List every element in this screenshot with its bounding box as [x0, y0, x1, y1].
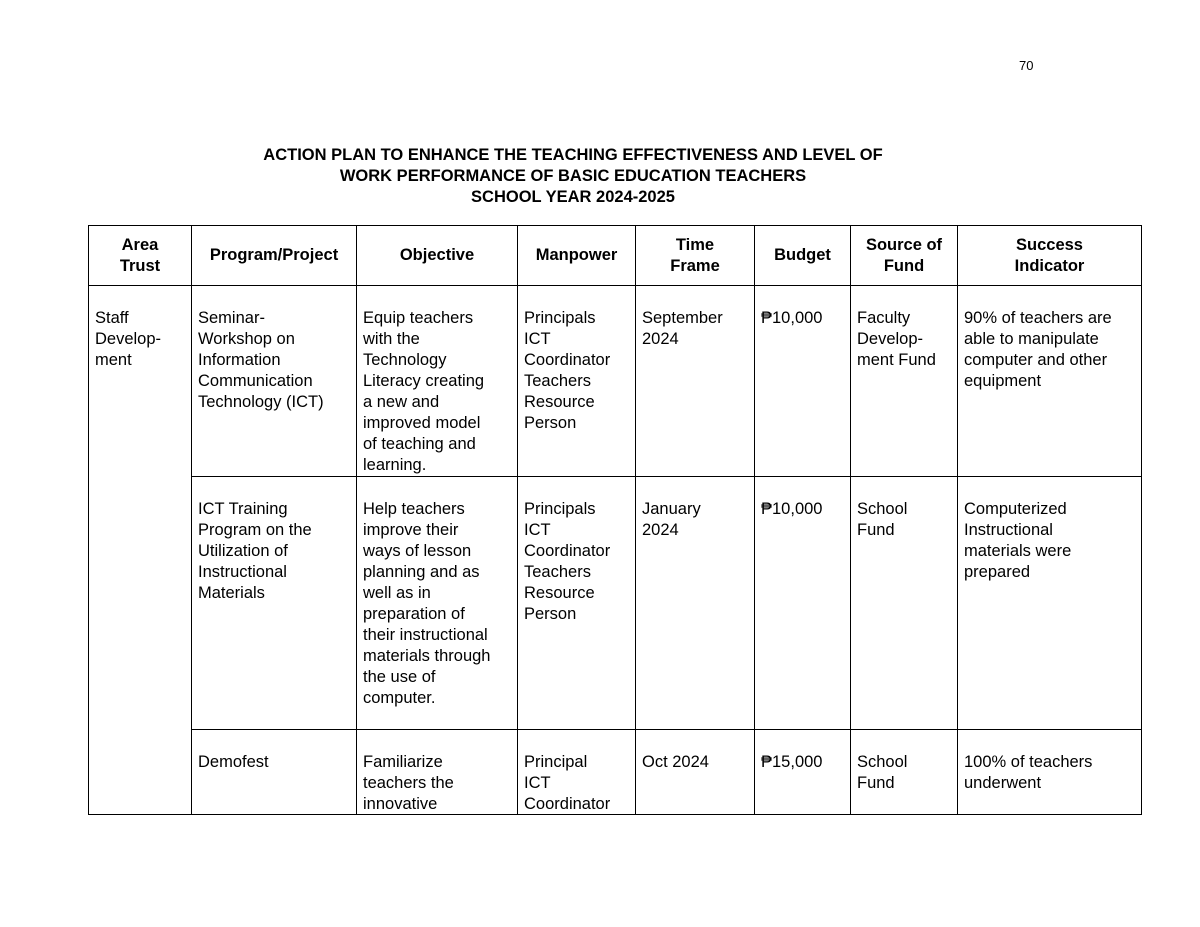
table-row [89, 730, 1142, 815]
time-frame-cell [636, 730, 755, 815]
table-header-row [89, 226, 1142, 286]
page-number: 70 [1019, 58, 1034, 73]
objective-cell: Equip teachers with the Technology Literacy creating a new and improved model of teaching and learning. [357, 286, 518, 477]
manpower-cell: Principals ICT Coordinator Teachers Resource Person [518, 286, 636, 477]
program-text: Demofest [198, 753, 269, 771]
header-area-trust: Area Trust [89, 226, 192, 286]
success-indicator-cell: Computerized Instructional materials were prepared [958, 477, 1142, 730]
header-manpower: Manpower [518, 226, 636, 286]
success-indicator-cell: 90% of teachers are able to manipulate computer and other equipment [958, 286, 1142, 477]
time-frame-text: Oct 2024 [642, 753, 709, 771]
action-plan-table [88, 225, 1142, 815]
budget-text: ₱15,000 [761, 753, 823, 771]
manpower-text: Principal ICT Coordinator [524, 753, 611, 813]
source-of-fund-cell: School Fund [851, 477, 958, 730]
program-cell [192, 730, 357, 815]
header-objective: Objective [357, 226, 518, 286]
success-indicator-text: 100% of teachers underwent [964, 753, 1093, 792]
source-of-fund-cell [851, 730, 958, 815]
header-program-project: Program/Project [192, 226, 357, 286]
budget-cell [755, 730, 851, 815]
objective-cell: Help teachers improve their ways of lesson planning and as well as in preparation of their instructional materials through the use of computer. [357, 477, 518, 730]
budget-cell: ₱10,000 [755, 286, 851, 477]
area-trust-cell: Staff Develop- ment [89, 286, 192, 815]
source-of-fund-cell: Faculty Develop- ment Fund [851, 286, 958, 477]
header-source-of-fund: Source of Fund [851, 226, 958, 286]
time-frame-cell: September 2024 [636, 286, 755, 477]
time-frame-cell: January 2024 [636, 477, 755, 730]
header-success-indicator: Success Indicator [958, 226, 1142, 286]
table-row [89, 286, 1142, 477]
title-line-1: ACTION PLAN TO ENHANCE THE TEACHING EFFECTIVENESS AND LEVEL OF [263, 146, 883, 164]
budget-cell: ₱10,000 [755, 477, 851, 730]
objective-text: Familiarize teachers the innovative [363, 753, 454, 813]
program-cell: Seminar- Workshop on Information Communication Technology (ICT) [192, 286, 357, 477]
header-time-frame: Time Frame [636, 226, 755, 286]
objective-cell [357, 730, 518, 815]
title-line-3: SCHOOL YEAR 2024-2025 [471, 188, 675, 206]
success-indicator-cell [958, 730, 1142, 815]
table-row [89, 477, 1142, 730]
manpower-cell: Principals ICT Coordinator Teachers Resource Person [518, 477, 636, 730]
manpower-cell [518, 730, 636, 815]
header-budget: Budget [755, 226, 851, 286]
title-line-2: WORK PERFORMANCE OF BASIC EDUCATION TEACHERS [339, 167, 807, 185]
document-title [0, 145, 1146, 208]
source-of-fund-text: School Fund [857, 753, 908, 792]
program-cell: ICT Training Program on the Utilization of Instructional Materials [192, 477, 357, 730]
